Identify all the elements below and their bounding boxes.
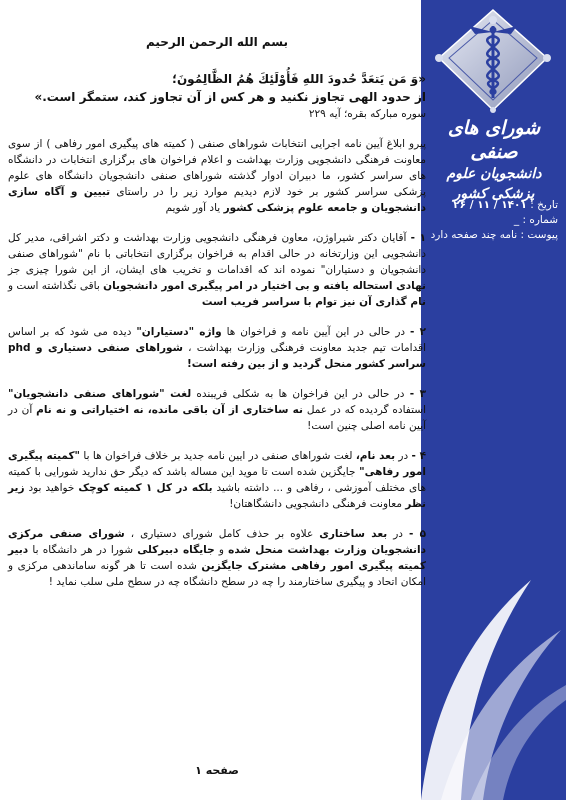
point-number: ۴ - — [411, 450, 426, 462]
letter-body — [8, 34, 426, 604]
number-row — [428, 213, 558, 228]
point-4 — [8, 448, 426, 512]
council-title-line1: شورای های صنفی — [447, 117, 541, 163]
point-bold: بلکه در کل ۱ کمیته کوچک — [78, 482, 213, 494]
intro-text-1: پیرو ابلاغ آیین نامه اجرایی انتخابات شوراهای صنفی ( کمیته های پیگیری امور رفاهی ) از سوی معاونت فرهنگی دانشجویی وزارت بهداشت و اعلام فراخوان های برگزاری انتخابات در دانشگاه های سراسر کشور، ما دبیران ادوار گذشته شوراهای صنفی دانشجویان دانشگاه های علوم پزشکی سراسر کشور بر خود لازم دیدیم موارد زیر را در راستای — [8, 138, 426, 198]
point-text: علاوه بر حذف کامل شورای دستیاری ، — [130, 528, 314, 540]
point-1 — [8, 230, 426, 310]
number-value: _ — [513, 214, 520, 226]
intro-bold: تبیین و آگاه سازی دانشجویان و جامعه علوم پزشکی کشور — [8, 186, 426, 214]
point-text: در حالی در این آیین نامه و فراخوان ها — [226, 326, 406, 338]
point-3 — [8, 386, 426, 434]
point-text: در — [393, 528, 403, 540]
point-text: دیده می شود که بر اساس اقدامات تیم جدید معاونت فرهنگی وزارت بهداشت ، — [8, 326, 426, 354]
point-text: معاونت فرهنگی دانشجویی دانشگاهتان! — [229, 498, 402, 510]
council-title — [428, 116, 560, 204]
point-bold: لغت "شوراهای صنفی دانشجویان" — [8, 388, 192, 400]
point-text: جایگزین شده است تا موید این مساله باشد که دیگر حق ندارید شورایی با کمیته های مختلف آموزشی ، رفاهی و ... داشته باشید — [8, 466, 426, 494]
point-text: آن در آیین نامه اصلی چنین است! — [8, 404, 426, 432]
intro-paragraph — [8, 136, 426, 216]
caduceus-emblem-icon — [433, 6, 553, 114]
point-text: و — [218, 544, 224, 556]
swoosh-decoration-icon — [421, 560, 566, 800]
point-bold: شورای صنفی مرکزی دانشجویان وزارت بهداشت منحل شده — [8, 528, 426, 556]
point-bold: بعد ساختاری — [319, 528, 388, 540]
point-2 — [8, 324, 426, 372]
point-text: خواهید بود — [28, 482, 75, 494]
point-text: در حالی در این فراخوان ها به شکلی فریبنده — [196, 388, 405, 400]
point-text: آقایان دکتر شیراوژن، معاون فرهنگی دانشجویی وزارت بهداشت و دکتر اشراقی، مدیر کل دانشجویی این وزارتخانه در حالی اقدام به فراخوان برگزاری انتخاباتی با نام "شوراهای صنفی دانشجویان و دستیاران" نموده اند که اقدامات و تخریب های ایشان، از این شورا چیزی جز — [8, 232, 426, 276]
page-number: صفحه ۱ — [195, 764, 239, 777]
point-bold: بعد نام، — [355, 450, 396, 462]
point-bold: نهادی استحاله یافته و بی اختیار در امر پیگیری امور دانشجویان — [103, 280, 426, 292]
attachment-value: نامه چند صفحه دارد — [430, 229, 518, 241]
attachment-label: پیوست : — [520, 229, 558, 241]
letter-meta — [428, 198, 558, 243]
point-number: ۵ - — [408, 528, 427, 540]
point-bold: زیر نظر — [8, 482, 426, 510]
point-bold: واژه "دستیاران" — [136, 326, 222, 338]
date-value: ۱۴۰۱ / ۱۱ / ۲۶ — [453, 199, 527, 211]
point-bold: نام گذاری آن نیز توام با سراسر فریب است — [201, 296, 426, 308]
attachment-row — [428, 228, 558, 243]
point-text: استفاده گردیده که در عمل — [306, 404, 426, 416]
point-bold: شوراهای صنفی دستیاری و phd سراسر کشور منحل گردید و از بین رفته است! — [8, 342, 426, 370]
point-bold: دبیر کمیته پیگیری امور رفاهی مشترک جایگزین — [8, 544, 426, 572]
point-text: در — [398, 450, 409, 462]
intro-text-2: یاد آور شویم — [165, 202, 221, 214]
verse-arabic: «وَ مَن يَتعَدَّ حُدودَ اللهِ فَأُوْلَئِكَ هُمُ الظَّالِمُونَ؛ — [172, 72, 426, 86]
point-bold: جایگاه دبیرکلی — [137, 544, 215, 556]
point-text: شورا در هر دانشگاه با — [32, 544, 134, 556]
point-number: ۳ - — [409, 388, 427, 400]
point-text: باقی نگذاشته است و — [8, 280, 100, 292]
date-row — [428, 198, 558, 213]
point-bold: نه ساختاری از آن باقی مانده، نه اختیاراتی و نه نام — [36, 404, 303, 416]
point-text: لغت شوراهای صنفی در ایین نامه جدید بر خلاف فراخوان ها با — [83, 450, 353, 462]
date-label: تاریخ : — [530, 199, 558, 211]
point-number: ۲ - — [410, 326, 426, 338]
council-title-line2: دانشجویان علوم پزشکی کشور — [446, 166, 542, 202]
sidebar — [421, 0, 566, 800]
verse-reference: سوره مبارکه بقره؛ آیه ۲۲۹ — [308, 108, 426, 120]
number-label: شماره : — [522, 214, 558, 226]
point-bold: "کمیته پیگیری امور رفاهی" — [8, 450, 426, 478]
verse-persian: از حدود الهی تجاوز نکنید و هر کس از آن تجاوز کند، ستمگر است.» — [34, 90, 426, 104]
point-text: شده است تا هر گونه ساماندهی مرکزی و امکان اتحاد و پیگیری ساختارمند را چه در سطح دانشگاه چه در سطح ملی سلب نماید ! — [8, 560, 426, 588]
point-5 — [8, 526, 426, 590]
bismillah-heading: بسم الله الرحمن الرحیم — [145, 35, 289, 49]
point-number: ۱ - — [410, 232, 427, 244]
